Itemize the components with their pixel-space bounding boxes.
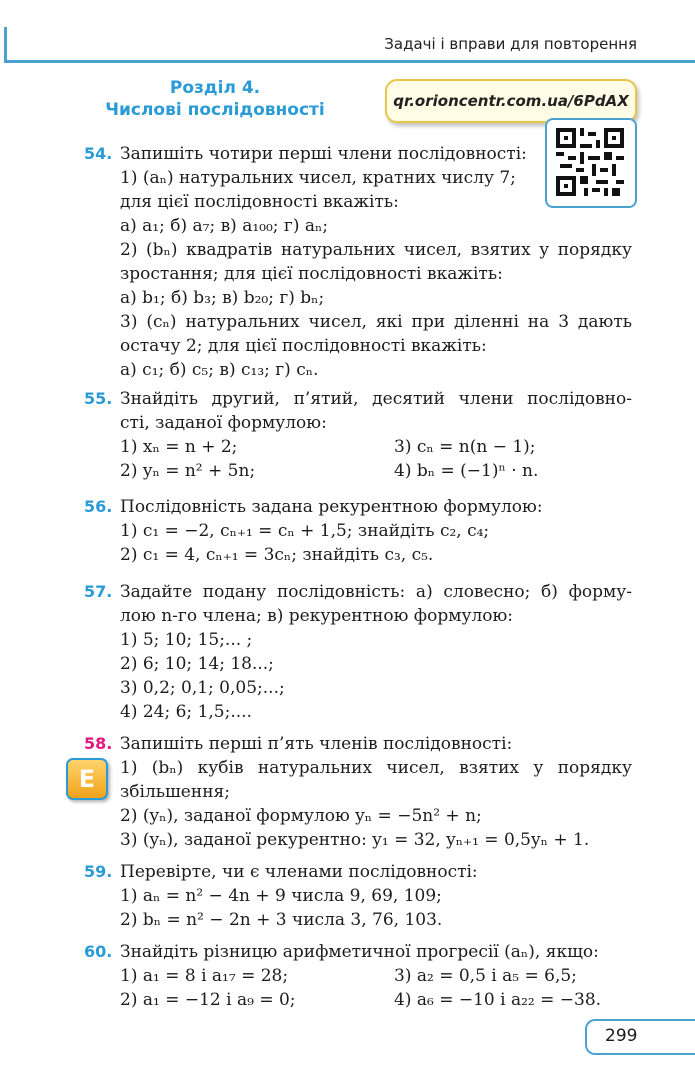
problem-text: а) c₁; б) c₅; в) c₁₃; г) cₙ. [120, 360, 319, 380]
problem-text: 1) (bₙ) кубів натуральних чисел, взятих у порядку [120, 758, 632, 778]
formula-item: 2) a₁ = −12 і a₉ = 0; [120, 990, 296, 1010]
section-title [90, 77, 340, 121]
problem-number: 59. [84, 862, 113, 881]
problem-number: 60. [84, 942, 113, 961]
problem-text: а) b₁; б) b₃; в) b₂₀; г) bₙ; [120, 288, 325, 308]
problem-text: сті, заданої формулою: [120, 413, 327, 433]
problem-text: 2) c₁ = 4, cₙ₊₁ = 3cₙ; знайдіть c₃, c₅. [120, 545, 434, 565]
problem-number: 54. [84, 144, 113, 163]
qr-link[interactable]: qr.orioncentr.com.ua/6PdAX [385, 79, 637, 123]
formula-item: 4) a₆ = −10 і a₂₂ = −38. [394, 990, 602, 1010]
problem-text: для цієї послідовності вкажіть: [120, 192, 399, 212]
problem-text: Послідовність задана рекурентною формулою: [120, 497, 543, 517]
problem-number: 58. [84, 734, 113, 753]
problem-text: 3) (yₙ), заданої рекурентно: y₁ = 32, yₙ₊₁ = 0,5yₙ + 1. [120, 830, 590, 850]
formula-item: 2) yₙ = n² + 5n; [120, 461, 256, 481]
running-header [0, 27, 695, 63]
problem-text: 3) 0,2; 0,1; 0,05;...; [120, 678, 285, 698]
qr-code-icon [545, 118, 637, 208]
problem-text: зростання; для цієї послідовності вкажіть: [120, 264, 503, 284]
problem-text: Перевірте, чи є членами послідовності: [120, 862, 478, 882]
problem-text: Запишіть перші п’ять членів послідовності: [120, 734, 513, 754]
problem-text: 4) 24; 6; 1,5;.... [120, 702, 252, 722]
formula-item: 1) a₁ = 8 і a₁₇ = 28; [120, 966, 289, 986]
formula-item: 4) bₙ = (−1)ⁿ · n. [394, 461, 539, 481]
problem-number: 55. [84, 389, 113, 408]
formula-item: 3) cₙ = n(n − 1); [394, 437, 536, 457]
problem-text: Знайдіть другий, п’ятий, десятий члени послідовно- [120, 389, 632, 409]
problem-text: 1) (aₙ) натуральних чисел, кратних числу 7; [120, 168, 516, 188]
section-name: Числові послідовності [105, 100, 325, 120]
section-number: Розділ 4. [169, 78, 261, 98]
problem-text: 2) bₙ = n² − 2n + 3 числа 3, 76, 103. [120, 910, 443, 930]
running-title: Задачі і вправи для повторення [384, 35, 637, 53]
problem-text: Знайдіть різницю арифметичної прогресії (aₙ), якщо: [120, 942, 599, 962]
problem-text: а) a₁; б) a₇; в) a₁₀₀; г) aₙ; [120, 216, 329, 236]
problem-number: 57. [84, 582, 113, 601]
problem-text: 2) (bₙ) квадратів натуральних чисел, взятих у порядку [120, 240, 632, 260]
problem-text: 2) 6; 10; 14; 18...; [120, 654, 274, 674]
level-e-badge-icon: E [66, 758, 108, 800]
problem-text: Запишіть чотири перші члени послідовності: [120, 144, 527, 164]
problem-text: Задайте подану послідовність: а) словесно; б) форму- [120, 582, 632, 602]
header-rule [4, 60, 695, 63]
problem-text: 1) 5; 10; 15;... ; [120, 630, 253, 650]
problem-text: 3) (cₙ) натуральних чисел, які при діленні на 3 дають [120, 312, 632, 332]
problem-text: 1) aₙ = n² − 4n + 9 числа 9, 69, 109; [120, 886, 442, 906]
problem-number: 56. [84, 497, 113, 516]
problem-text: 2) (yₙ), заданої формулою yₙ = −5n² + n; [120, 806, 482, 826]
problem-text: остачу 2; для цієї послідовності вкажіть: [120, 336, 487, 356]
problem-text: 1) c₁ = −2, cₙ₊₁ = cₙ + 1,5; знайдіть c₂, c₄; [120, 521, 490, 541]
page-number: 299 [605, 1026, 638, 1046]
formula-item: 3) a₂ = 0,5 і a₅ = 6,5; [394, 966, 577, 986]
problem-text: збільшення; [120, 782, 230, 802]
formula-item: 1) xₙ = n + 2; [120, 437, 238, 457]
problem-text: лою n-го члена; в) рекурентною формулою: [120, 606, 514, 626]
header-rule-vertical [4, 27, 7, 63]
page-number-tab [585, 1019, 695, 1055]
